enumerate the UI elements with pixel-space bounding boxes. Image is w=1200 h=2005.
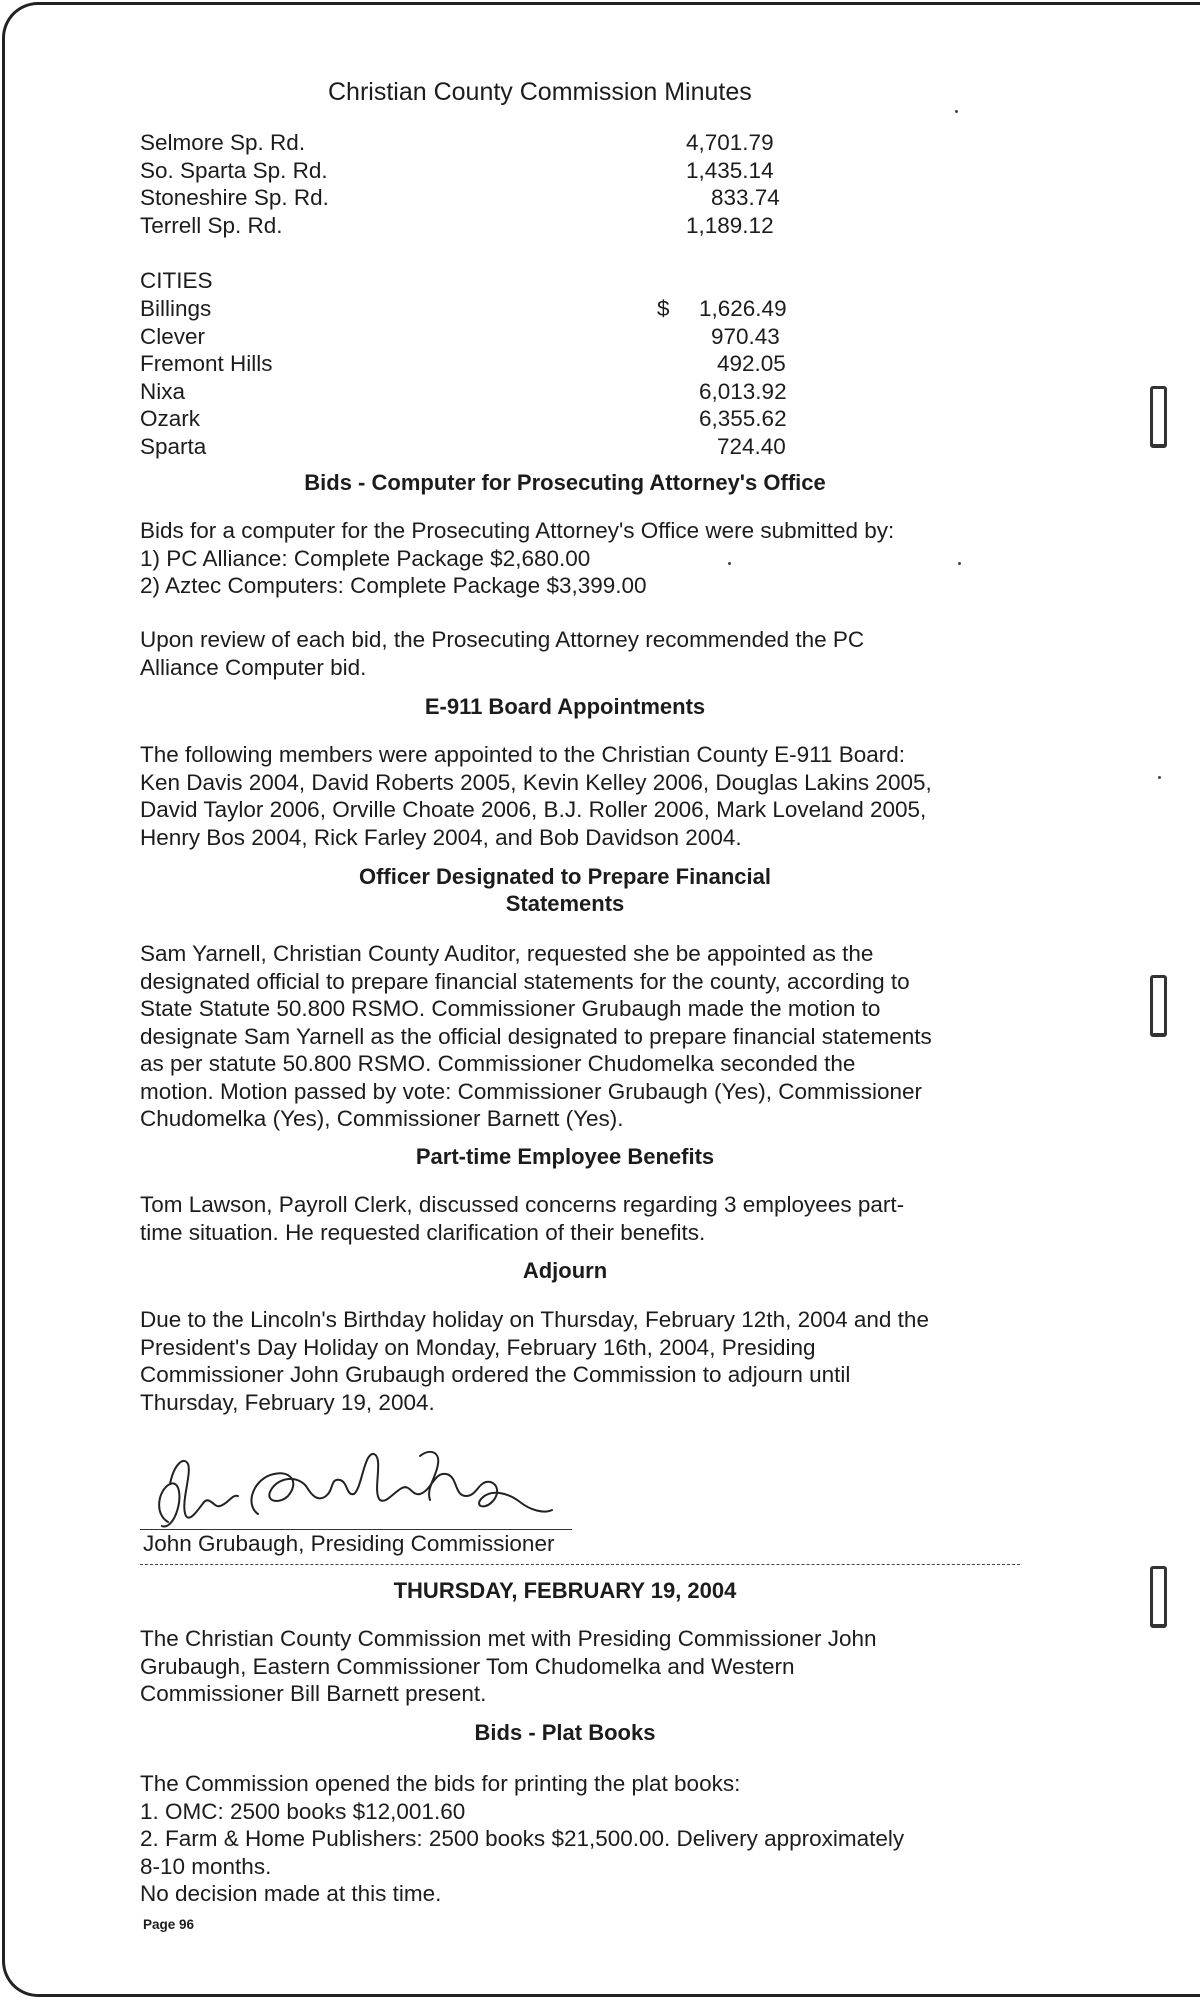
road-amount: 1,435.14 [686, 157, 774, 183]
section-heading: E-911 Board Appointments [424, 694, 706, 719]
paragraph-line: 2. Farm & Home Publishers: 2500 books $21,500.00. Delivery approximately [140, 1826, 905, 1851]
paragraph-line: No decision made at this time. [140, 1881, 442, 1906]
paragraph-line: designated official to prepare financial statements for the county, according to [140, 968, 910, 994]
section-divider [140, 1564, 1020, 1565]
section-heading: Officer Designated to Prepare Financial [358, 864, 771, 889]
paragraph-line: Ken Davis 2004, David Roberts 2005, Kevin Kelley 2006, Douglas Lakins 2005, [140, 769, 932, 795]
bids-review-block [140, 626, 864, 681]
paragraph-line: 1. OMC: 2500 books $12,001.60 [140, 1798, 466, 1824]
paragraph-line: Due to the Lincoln's Birthday holiday on Thursday, February 12th, 2004 and the [140, 1307, 929, 1332]
e911-block [140, 741, 932, 851]
bid-item: 1) PC Alliance: Complete Package $2,680.00 [140, 545, 591, 571]
date-heading: THURSDAY, FEBRUARY 19, 2004 [393, 1578, 737, 1603]
thursday-block [140, 1625, 877, 1708]
cities-heading: CITIES [140, 268, 213, 293]
paragraph-line: Chudomelka (Yes), Commissioner Barnett (Yes). [140, 1106, 624, 1131]
city-name: Clever [140, 323, 206, 349]
paragraph-line: The Christian County Commission met with Presiding Commissioner John [140, 1626, 877, 1651]
section-heading: Bids - Computer for Prosecuting Attorney's Office [304, 470, 826, 495]
paragraph-line: designate Sam Yarnell as the official designated to prepare financial statements [140, 1023, 932, 1049]
signature-caption: John Grubaugh, Presiding Commissioner [143, 1531, 555, 1556]
city-amount: 492.05 [717, 351, 786, 376]
page-number: Page 96 [143, 1917, 195, 1932]
bids-computer-block [140, 517, 894, 600]
paragraph-line: Upon review of each bid, the Prosecuting Attorney recommended the PC [140, 627, 865, 652]
road-amount: 833.74 [711, 185, 780, 210]
bid-item: 2) Aztec Computers: Complete Package $3,399.00 [140, 573, 647, 598]
paragraph-line: Tom Lawson, Payroll Clerk, discussed concerns regarding 3 employees part- [140, 1192, 905, 1217]
city-amount: 970.43 [711, 323, 780, 349]
paragraph-line: as per statute 50.800 RSMO. Commissioner Chudomelka seconded the [140, 1051, 856, 1076]
paragraph-line: motion. Motion passed by vote: Commissioner Grubaugh (Yes), Commissioner [140, 1078, 922, 1104]
road-name: So. Sparta Sp. Rd. [140, 157, 328, 183]
officer-block [140, 940, 932, 1133]
paragraph-line: State Statute 50.800 RSMO. Commissioner Grubaugh made the motion to [140, 996, 881, 1021]
adjourn-block [140, 1306, 929, 1416]
speck [955, 110, 958, 113]
speck [958, 562, 961, 565]
paragraph-line: David Taylor 2006, Orville Choate 2006, B.J. Roller 2006, Mark Loveland 2005, [140, 797, 927, 822]
paragraph-line: Commissioner Bill Barnett present. [140, 1681, 487, 1706]
road-name: Stoneshire Sp. Rd. [140, 185, 329, 210]
section-heading: Statements [505, 891, 625, 916]
plat-books-block [140, 1770, 904, 1908]
paragraph-line: President's Day Holiday on Monday, February 16th, 2004, Presiding [140, 1334, 816, 1360]
road-amount: 1,189.12 [686, 212, 774, 238]
paragraph-line: time situation. He requested clarification of their benefits. [140, 1219, 706, 1245]
section-heading: Adjourn [522, 1258, 608, 1283]
section-heading: Part-time Employee Benefits [415, 1144, 715, 1169]
city-name: Nixa [140, 378, 186, 404]
bids-intro: Bids for a computer for the Prosecuting Attorney's Office were submitted by: [140, 518, 895, 543]
paragraph-line: Commissioner John Grubaugh ordered the Commission to adjourn until [140, 1362, 851, 1387]
paragraph-line: The following members were appointed to the Christian County E-911 Board: [140, 742, 905, 767]
road-name: Terrell Sp. Rd. [140, 212, 283, 238]
road-name: Selmore Sp. Rd. [140, 130, 306, 155]
binder-hole-middle [1150, 975, 1167, 1037]
city-name: Ozark [140, 406, 201, 431]
paragraph-line: 8-10 months. [140, 1853, 272, 1879]
paragraph-line: Henry Bos 2004, Rick Farley 2004, and Bob Davidson 2004. [140, 824, 742, 850]
speck [1158, 776, 1161, 779]
paragraph-line: Grubaugh, Eastern Commissioner Tom Chudomelka and Western [140, 1653, 795, 1679]
page-title: Christian County Commission Minutes [328, 78, 752, 106]
currency-sign: $ [657, 296, 670, 321]
city-name: Fremont Hills [140, 351, 273, 376]
city-amount: 1,626.49 [699, 296, 787, 321]
paragraph-line: Thursday, February 19, 2004. [140, 1389, 435, 1415]
paragraph-line: Alliance Computer bid. [140, 654, 367, 680]
city-amount: 6,013.92 [699, 378, 787, 404]
city-amount: 724.40 [717, 433, 786, 459]
section-heading: Bids - Plat Books [474, 1720, 656, 1745]
binder-hole-bottom [1150, 1566, 1167, 1628]
paragraph-line: The Commission opened the bids for printing the plat books: [140, 1771, 741, 1796]
paragraph-line: Sam Yarnell, Christian County Auditor, requested she be appointed as the [140, 941, 874, 966]
road-amount: 4,701.79 [686, 130, 774, 155]
city-name: Sparta [140, 433, 207, 459]
handwritten-signature [140, 1444, 560, 1534]
parttime-block [140, 1191, 904, 1246]
city-name: Billings [140, 296, 212, 321]
binder-hole-top [1150, 386, 1167, 448]
city-amount: 6,355.62 [699, 406, 787, 431]
